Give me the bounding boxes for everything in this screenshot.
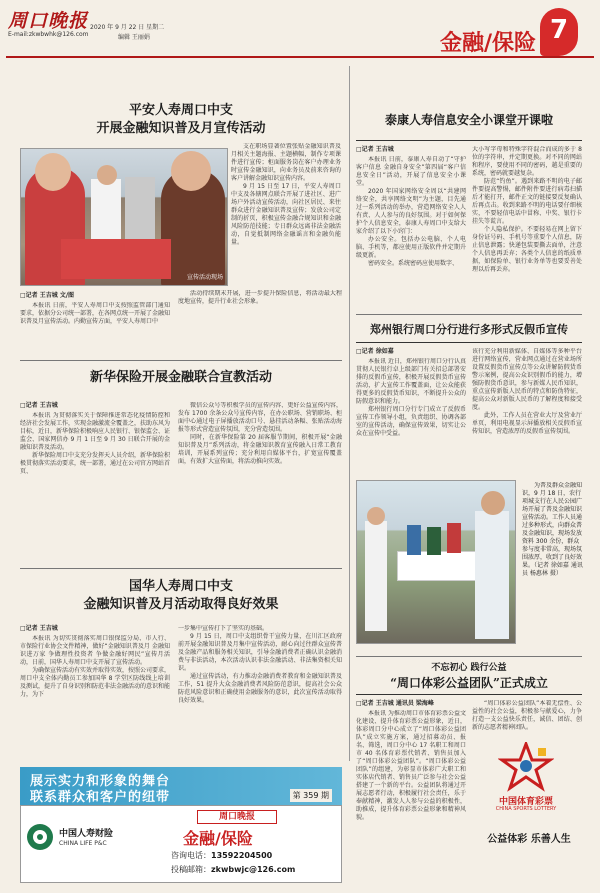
byline: □记者 王吉城 bbox=[356, 146, 394, 153]
photo-caption: 为普及群众金融知识，9 月 18 日，农行项城支行在人民公园广场开展了普及金融知识宣传活动。工作人员通过多种形式，向群众普及金融知识，现场发放资料 300 余份，群众参与度非常高，现场氛围浓厚，收到了良好效果。（记者 徐如嘉 通讯员 杨惠林 摄） bbox=[522, 482, 583, 577]
ad-email: 投稿邮箱：zkwbwjc@126.com bbox=[171, 865, 296, 874]
ad-slogan-line2: 联系群众和客户的纽带 bbox=[30, 790, 171, 805]
article-body: 大小写字母和特殊字符混合而成的多于 8 位的字符串，并定期更换。对不同的网站和程序，要使用不同的密码，越是重要的系统，密码就要越复杂。 防范“钓鱼”。遇到来路不明的电子邮件要提高警惕，邮件附件要进行病毒扫描后才能打开，邮件正文的链接要反复确认后再点击。收到来路不明的电话要仔细核实，不要轻信电话中冒称、中奖、银行卡挂失等谎言。 个人隐私保护。不要轻易在网上留下身份证号码、手机号等重要个人信息，防止信息泄露；快递包装要撕去面单，注意个人信息再丢弃；各类个人信息的纸质单据，如保险单、银行业务单等也要妥善处理以后再丢弃。 bbox=[472, 146, 582, 273]
article-divider bbox=[20, 568, 342, 569]
article-title-zhengzhou: 郑州银行周口分行进行多形式反假币宣传 bbox=[370, 323, 568, 336]
issue-date: 2020 年 9 月 22 日 星期二 bbox=[90, 24, 165, 31]
article-title-xinhua: 新华保险开展金融联合宣教活动 bbox=[89, 370, 272, 385]
star-icon bbox=[498, 742, 554, 792]
newspaper-logo: 周口晚报 bbox=[8, 10, 89, 32]
masthead-email: E-mail:zkwbwhk@126.com bbox=[8, 31, 89, 38]
article-title-pingan: 平安人寿周口中支 开展金融知识普及月宣传活动 bbox=[96, 103, 266, 136]
article-kicker: 不忘初心 践行公益 bbox=[431, 663, 507, 673]
ad-panel bbox=[20, 805, 342, 883]
article-body: 活动持续期末开展，进一步提升保险信息，将活动最大程度地宣传，提升行业社会形象。 bbox=[178, 290, 342, 305]
sports-lottery-logo bbox=[498, 742, 554, 792]
article-body: “周口体彩公益团队”本着无偿性、公益性的社会公益，积极参与献爱心，力争打造一支公益快乐责任，诚信、团结、创新的志愿者精神团队。 bbox=[472, 700, 582, 731]
masthead-divider bbox=[6, 56, 594, 58]
byline: □记者 王吉城 文/图 bbox=[20, 292, 75, 299]
person-figure bbox=[407, 525, 421, 555]
person-figure bbox=[365, 521, 387, 631]
article-body: 微信公众号等积极学员的宣传内容、更好公益宣传内容，发布 1700 余条公众号宣传内容，在办公职场、营销职场、柜面中心通过电子屏播放活动口号、悬挂活动条幅、张贴活动海报等形式营造宣传氛围，充分营造氛围。 同时，在新华保险第 20 届客服节期间，积极开展“金融知识普及月”系列活动，将金融知识教育宣传融入日常工教育培训，开展系列宣传；充分利用自媒体平台，扩宽宣传覆盖面，有效扩大宣传面，将活动推向实效。 bbox=[178, 402, 342, 465]
person-figure bbox=[97, 165, 117, 185]
photo-caption: 宣传活动现场 bbox=[186, 274, 223, 281]
article-body: 本报讯 为切实贯彻落实周口银保监分局、市人行、市保险行业协会文件精神，做好“金融知识普及月 金融知识进万家 争做理性投资者 争做金融好网民”宣传月活动，日前，国华人寿周口中支开展了宣传活动。 为确保宣传活动有实效并取得实效，按照公司要求，周口中支全体内勤员工参加国华 8 学堂区防线线上培训及测试，提升了自身识别和防范非法金融活动的意识和能力，为下 bbox=[20, 635, 170, 698]
editor-credit: 编辑 王丽娟 bbox=[118, 34, 150, 41]
article-body: 一步集中宣传打下了坚实的基础。 9 月 15 日，周口中支组织骨干宣传力量，在川汇区政府前开展金融知识普及月集中宣传活动，耐心向过往群众宣传普及金融产品和服务相关知识，引导金融消费者正确认识金融消费与非法活动，本次活动认识非法金融活动、非法集资相关知识。 通过宣传活动，有力推动金融消费者教育和金融知识普及工作，51 提升大众金融消费者风险防范意识，提高社会公众防范风险意识和正确使用金融服务的意识，此次宣传活动取得良好效果。 bbox=[178, 625, 342, 704]
title-underline bbox=[356, 342, 582, 343]
ad-slogan-line1: 展示实力和形象的舞台 bbox=[30, 774, 171, 789]
byline: □记者 徐如嘉 bbox=[356, 348, 394, 355]
lottery-name-en: CHINA SPORTS LOTTERY bbox=[495, 806, 557, 812]
title-underline bbox=[356, 140, 582, 141]
section-title: 金融/保险 bbox=[440, 30, 537, 56]
lottery-name-cn: 中国体育彩票 bbox=[498, 797, 553, 807]
page-number-badge: 7 bbox=[540, 8, 578, 56]
photo-pingan-event bbox=[20, 148, 228, 286]
article-body: 该行充分利用新媒体、自媒体等多种平台进行网络宣传，营业网点通过在营业场所设置反假货币宣传点等公众讲解防假货币警示案例，提高公众识别假币的能力，增强防假货币意识，参与新媒人民币知识，重点宣传新版人民币的特点和防伪特征，提高公众对新版人民币的了解程度和接受度。 此外，工作人员在营业大厅及营业厅单页，利用电视显示屏播放相关反假币宣传知识，营造浓厚的反假币宣传氛围。 bbox=[472, 348, 582, 435]
person-figure bbox=[427, 527, 441, 555]
ad-banner bbox=[20, 767, 342, 805]
person-figure bbox=[481, 491, 505, 515]
china-life-logo-icon bbox=[27, 824, 53, 850]
article-body: 本报讯 日前，平安人寿周口中支按照监管部门通知要求，依据分公司统一部署，在各网点统一开展了金融知识普及月宣传活动。内勤宣传方面，平安人寿周口中 bbox=[20, 302, 170, 325]
ad-section: 金融/保险 bbox=[183, 829, 253, 848]
byline: □记者 王吉城 bbox=[20, 402, 58, 409]
lottery-slogan: 公益体彩 乐善人生 bbox=[487, 834, 571, 845]
ad-brand: 周口晚报 bbox=[197, 810, 277, 824]
title-underline bbox=[356, 694, 582, 695]
person-figure bbox=[447, 523, 461, 553]
article-body: 本报讯 近日，郑州银行周口分行认真贯彻人民银行卓上级部门有关招总部署安排的反假币宣传，积极开展反假货币宣传活动，扩大宣传工作覆盖面，让公众能获得更多的反假货币知识，不断提升公众的防假意识和能力。 郑州银行周口分行专门成立了反假币宣传工作领导小组，负责组织、协调各部室的宣传活动，确保宣传效果，切实让公众在宣传中受益。 bbox=[356, 358, 466, 437]
promo-table bbox=[397, 551, 477, 581]
article-body: 本报讯 日前，泰康人寿自动了“守护客户信息 金融自身安全”第四届“客户信息安全日”活动，开展了信息安全小课堂。 2020 年国家网络安全周以“共建网络安全，共享网络文明”为主题，目先通过一系列活动的举办，营造网络安全人人有责、人人参与的良好氛围。对于如何保护个人信息安全，泰康人寿周口中支给大家介绍了以下小窍门： 办公安全。包括办公电脑、个人电脑、手机等，都应使用正版软件并定期升级更新。 密码安全。系统密码应使用数字、 bbox=[356, 156, 466, 267]
article-divider bbox=[20, 360, 342, 361]
article-title-taikang: 泰康人寿信息安全小课堂开课啦 bbox=[384, 113, 553, 127]
article-divider bbox=[356, 314, 582, 315]
byline: □记者 王吉城 通讯员 梁海峰 bbox=[356, 700, 434, 707]
person-figure bbox=[171, 151, 211, 191]
article-body: 本报讯 为贯彻落实关于保障推进常态化疫情防控和经济社会发展工作，实现金融激流全覆盖之，扶助东风为目标，近日，新华保险积极响应人民银行、银保监会、证监会、国家网信办 9 月 1 日至 9 月 30 日联合开展的金融知识普及活动。 新华保险周口中支充分发挥天人员介绍，新华保险积极贯彻落实活动要求，统一部署，通过在公司官方网站首页、 bbox=[20, 412, 170, 475]
article-title-sports: “周口体彩公益团队”正式成立 bbox=[390, 676, 548, 690]
article-body: 本报讯 为推动周口市体育彩票公益文化建设、提升体育彩票公益形象，近日，体彩周口分中心成立了“周口体彩公益团队”成立实施方案，通过招募动员、报名、筛选，周口分中心 17 名职工和周口市 40 名体育彩票代销者、销售员加入了“周口体彩公益团队”。“周口体彩公益团队”的组建，为彰显市体彩广大职工和实体店代销者、销售员广泛参与社会公益搭建了一个新的平台。公益团队将通过开展志愿者行动，积极履行社会责任，乐于奉献精神，激发人人参与公益的积极性，助推成，提升体育彩票公益形象和精神风貌。 bbox=[356, 710, 466, 821]
ad-issue-number: 第 359 期 bbox=[290, 789, 332, 802]
article-divider bbox=[356, 656, 582, 657]
photo-bank-promo bbox=[356, 480, 516, 644]
person-figure bbox=[367, 507, 385, 525]
ad-hotline: 咨询电话：13592204500 bbox=[171, 851, 273, 860]
masthead bbox=[0, 0, 600, 58]
article-body: 支在职场显著位置张贴金融知识普及月相关主题海报、主题横幅，制作专项课件进行宣传；柜面服务岗在客户办理业务时宣传金融知识，向业务员及前来咨询的客户讲解金融知识宣传内容。 9 月 15 日至 17 日，平安人寿周口中支及各辖网点联合开展了进社区、进广场户外活动宣传活动，向社区居民、来往群众进行金融知识普及宣传；发放公司定制的折页，积极宣传金融合规知识和金融风险防范技能；专日群众远离非法金融活动，自觉抵制网络金融谣言和金融负能量。 bbox=[231, 143, 341, 246]
ad-company-cn: 中国人寿财险 bbox=[59, 829, 114, 839]
article-title-guohua: 国华人寿周口中支 金融知识普及月活动取得良好效果 bbox=[83, 579, 279, 612]
promo-table bbox=[61, 239, 171, 279]
byline: □记者 王吉城 bbox=[20, 625, 58, 632]
person-figure bbox=[35, 153, 71, 191]
person-figure bbox=[475, 511, 509, 639]
column-divider bbox=[349, 66, 350, 761]
ad-company-en: CHINA LIFE P&C bbox=[59, 840, 107, 847]
